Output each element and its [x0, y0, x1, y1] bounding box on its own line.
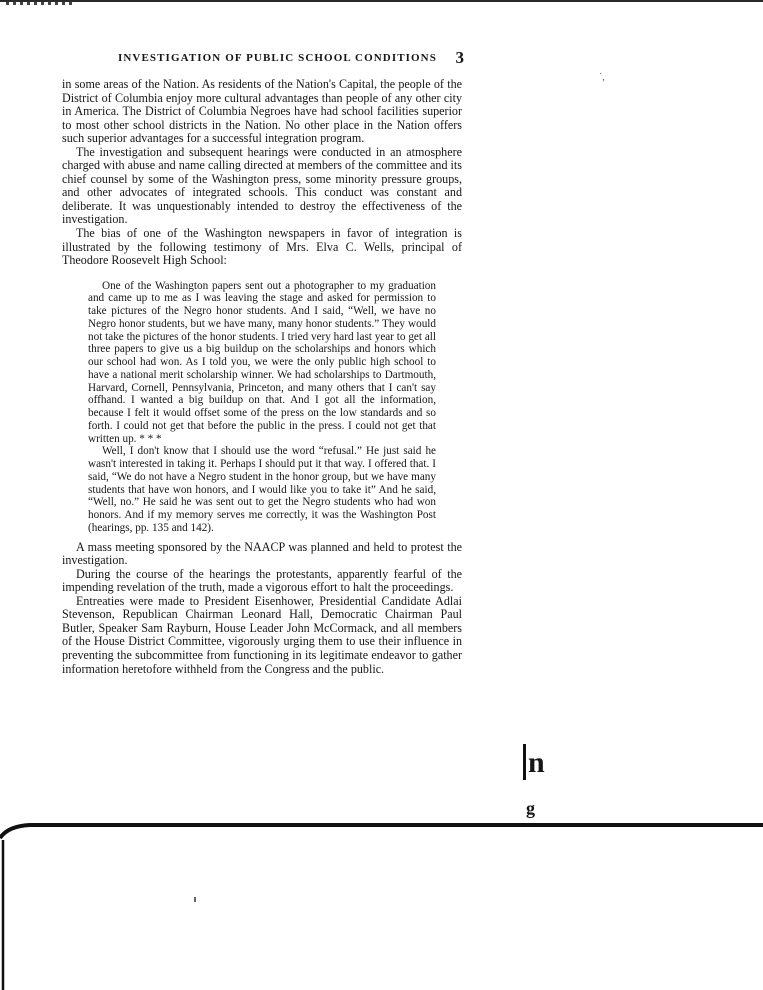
testimony-quote [88, 280, 436, 535]
scan-top-rule [0, 0, 763, 2]
paragraph-hearings: During the course of the hearings the protestants, apparently fearful of the impending revelation of the truth, made a vigorous effort to halt the proceedings. [62, 566, 462, 595]
paragraph-mass-meeting: A mass meeting sponsored by the NAACP was planned and held to protest the investigation. [62, 539, 462, 568]
paragraph-entreaties: Entreaties were made to President Eisenhower, Presidential Candidate Adlai Stevenson, Republican Chairman Leonard Hall, Democratic Chairman Paul Butler, Speaker Sam Rayburn, House Leader John McCormack, and all members of the House District Committee, vigorously urging them to use their influence in preventing the subcommittee from functioning in its legitimate endeavor to gather information heretofore withheld from the Congress and the public. [62, 593, 462, 676]
paragraph-investigation: The investigation and subsequent hearings were conducted in an atmosphere charged with abuse and name calling directed at members of the committee and its chief counsel by some of the Washington press, some minority pressure groups, and other advocates of integrated schools. This conduct was constant and deliberate. It was unquestionably intended to destroy the effectiveness of the investigation. [62, 144, 462, 227]
page-number: 3 [455, 48, 464, 67]
page-edge-curve [0, 825, 763, 838]
running-head: INVESTIGATION OF PUBLIC SCHOOL CONDITIONS [118, 52, 437, 64]
scan-speck: ˙, [599, 72, 605, 83]
page-bottom-edge [0, 822, 763, 990]
paragraph-bias: The bias of one of the Washington newspapers in favor of integration is illustrated by the following testimony of Mrs. Elva C. Wells, principal of Theodore Roosevelt High School: [62, 226, 462, 268]
quote-paragraph-1: One of the Washington papers sent out a photographer to my graduation and came up to me as I was leaving the stage and asked for permission to take pictures of the Negro honor students. And I said, “Well, we have no Negro honor students, but we have many, many honor students.” They would not take the pictures of the honor students. I tried very hard last year to get all three papers to give us a big buildup on the scholarships and honors which our school had won. As I told you, we were the only public high school to have a national merit scholarship winner. We had scholarships to Dartmouth, Harvard, Cornell, Pennsylvania, Princeton, and many others that I can't say offhand. I wanted a big buildup on that. And I got all the information, because I felt it would offset some of the press on the low standards and so forth. I could not get that before the public in the press. I could not get that written up. * * * [88, 279, 436, 445]
margin-mark-lower: g [526, 798, 535, 818]
margin-mark-upper-glyph: n [528, 746, 545, 779]
body-text [62, 78, 462, 676]
margin-mark-upper [523, 744, 545, 780]
page-header [118, 50, 464, 68]
paragraph-continuation: in some areas of the Nation. As residents of the Nation's Capital, the people of the District of Columbia enjoy more cultural advantages than people of any other city in America. The District of Columbia Negroes have had school facilities superior to most other school districts in the Nation. No other place in the Nation offers such superior advantages for a successful integration program. [62, 77, 462, 146]
quote-paragraph-2: Well, I don't know that I should use the word “refusal.” He just said he wasn't interested in taking it. Perhaps I should put it that way. I offered that. I said, “We do not have a Negro student in the honor group, but we have many students that have won honors, and I would like you to take it” And he said, “Well, no.” He said he was sent out to get the Negro students who had won honors. And if my memory serves me correctly, it was the Washington Post (hearings, pp. 135 and 142). [88, 445, 436, 534]
scan-edge-ticks [6, 2, 76, 5]
